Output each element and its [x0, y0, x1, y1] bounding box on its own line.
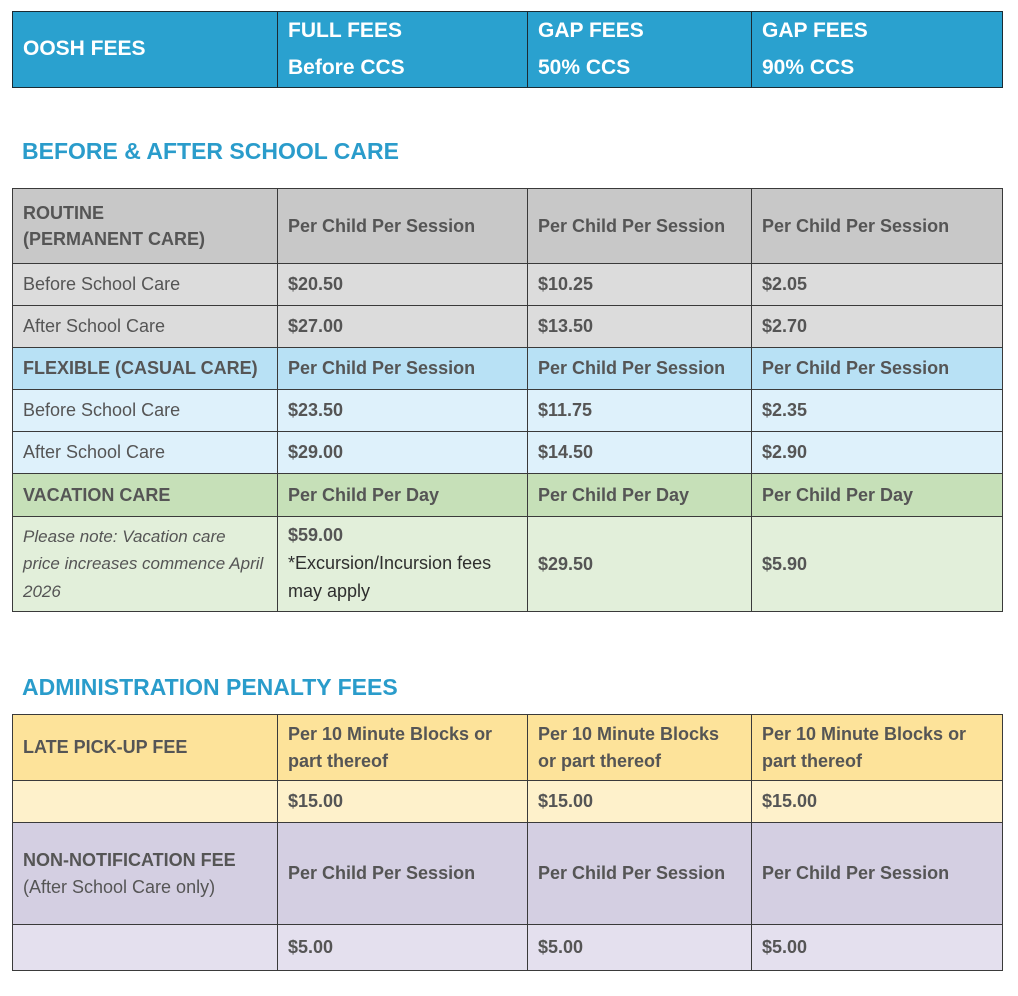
price-full: $27.00: [278, 306, 528, 348]
price-gap90: $2.35: [752, 390, 1003, 432]
routine-title: [13, 189, 278, 264]
row-label-empty: [13, 925, 278, 971]
row-label-empty: [13, 781, 278, 823]
routine-title-line2: (PERMANENT CARE): [23, 229, 205, 249]
vacation-unit-gap50: Per Child Per Day: [528, 474, 752, 517]
table-row: [13, 264, 1003, 306]
vacation-price-full-cell: [278, 517, 528, 612]
row-label: Before School Care: [13, 264, 278, 306]
table-row: [13, 432, 1003, 474]
non-notification-unit-gap90: Per Child Per Session: [752, 823, 1003, 925]
price-full: $59.00: [288, 525, 344, 546]
header-gap50-line2: 50% CCS: [538, 55, 631, 79]
price-gap50: $15.00: [528, 781, 752, 823]
price-gap90: $2.90: [752, 432, 1003, 474]
non-notification-title: [13, 823, 278, 925]
header-gap90-line2: 90% CCS: [762, 55, 855, 79]
row-label: After School Care: [13, 432, 278, 474]
header-oosh-fees: OOSH FEES: [13, 12, 278, 88]
row-label: Before School Care: [13, 390, 278, 432]
table-row: [13, 517, 1003, 612]
price-gap90: $2.70: [752, 306, 1003, 348]
vacation-unit-gap90: Per Child Per Day: [752, 474, 1003, 517]
table-row: [13, 306, 1003, 348]
price-full: $29.00: [278, 432, 528, 474]
vacation-note-prefix: Please note:: [23, 527, 118, 547]
late-pickup-unit-gap50: Per 10 Minute Blocks or part thereof: [528, 715, 752, 781]
row-label: After School Care: [13, 306, 278, 348]
vacation-unit-full: Per Child Per Day: [278, 474, 528, 517]
late-pickup-title: LATE PICK-UP FEE: [13, 715, 278, 781]
price-full: $15.00: [278, 781, 528, 823]
vacation-title: VACATION CARE: [13, 474, 278, 517]
routine-unit-gap50: Per Child Per Session: [528, 189, 752, 264]
header-gap-fees-50: [528, 12, 752, 88]
routine-unit-gap90: Per Child Per Session: [752, 189, 1003, 264]
flexible-unit-gap90: Per Child Per Session: [752, 348, 1003, 390]
fees-header-table: [12, 11, 1003, 88]
price-gap50: $29.50: [528, 517, 752, 612]
table-row: [13, 390, 1003, 432]
flexible-unit-gap50: Per Child Per Session: [528, 348, 752, 390]
section-title-admin-fees: ADMINISTRATION PENALTY FEES: [22, 674, 398, 700]
vacation-note-text: Vacation care price increases commence April 2026: [23, 527, 264, 601]
non-notification-subtitle: (After School Care only): [23, 876, 216, 897]
price-gap90: $5.90: [752, 517, 1003, 612]
excursion-note: *Excursion/Incursion fees may apply: [288, 553, 492, 601]
price-gap50: $11.75: [528, 390, 752, 432]
price-full: $5.00: [278, 925, 528, 971]
table-row: [13, 781, 1003, 823]
header-gap-fees-90: [752, 12, 1003, 88]
school-care-table: [12, 188, 1003, 612]
header-gap90-line1: GAP FEES: [762, 18, 868, 42]
admin-fees-table: [12, 714, 1003, 971]
price-gap90: $5.00: [752, 925, 1003, 971]
late-pickup-unit-full: Per 10 Minute Blocks or part thereof: [278, 715, 528, 781]
price-gap50: $13.50: [528, 306, 752, 348]
price-full: $20.50: [278, 264, 528, 306]
price-gap90: $2.05: [752, 264, 1003, 306]
price-gap90: $15.00: [752, 781, 1003, 823]
flexible-unit-full: Per Child Per Session: [278, 348, 528, 390]
non-notification-unit-full: Per Child Per Session: [278, 823, 528, 925]
vacation-note: [13, 517, 278, 612]
non-notification-title-line1: NON-NOTIFICATION FEE: [23, 850, 236, 871]
price-gap50: $14.50: [528, 432, 752, 474]
price-gap50: $10.25: [528, 264, 752, 306]
routine-unit-full: Per Child Per Session: [278, 189, 528, 264]
header-full-fees-line1: FULL FEES: [288, 18, 402, 42]
section-title-school-care: BEFORE & AFTER SCHOOL CARE: [22, 138, 399, 164]
routine-title-line1: ROUTINE: [23, 202, 104, 223]
price-gap50: $5.00: [528, 925, 752, 971]
header-gap50-line1: GAP FEES: [538, 18, 644, 42]
price-full: $23.50: [278, 390, 528, 432]
header-full-fees-line2: Before CCS: [288, 55, 405, 79]
flexible-title: FLEXIBLE (CASUAL CARE): [13, 348, 278, 390]
header-full-fees: [278, 12, 528, 88]
late-pickup-unit-gap90: Per 10 Minute Blocks or part thereof: [752, 715, 1003, 781]
table-row: [13, 925, 1003, 971]
non-notification-unit-gap50: Per Child Per Session: [528, 823, 752, 925]
